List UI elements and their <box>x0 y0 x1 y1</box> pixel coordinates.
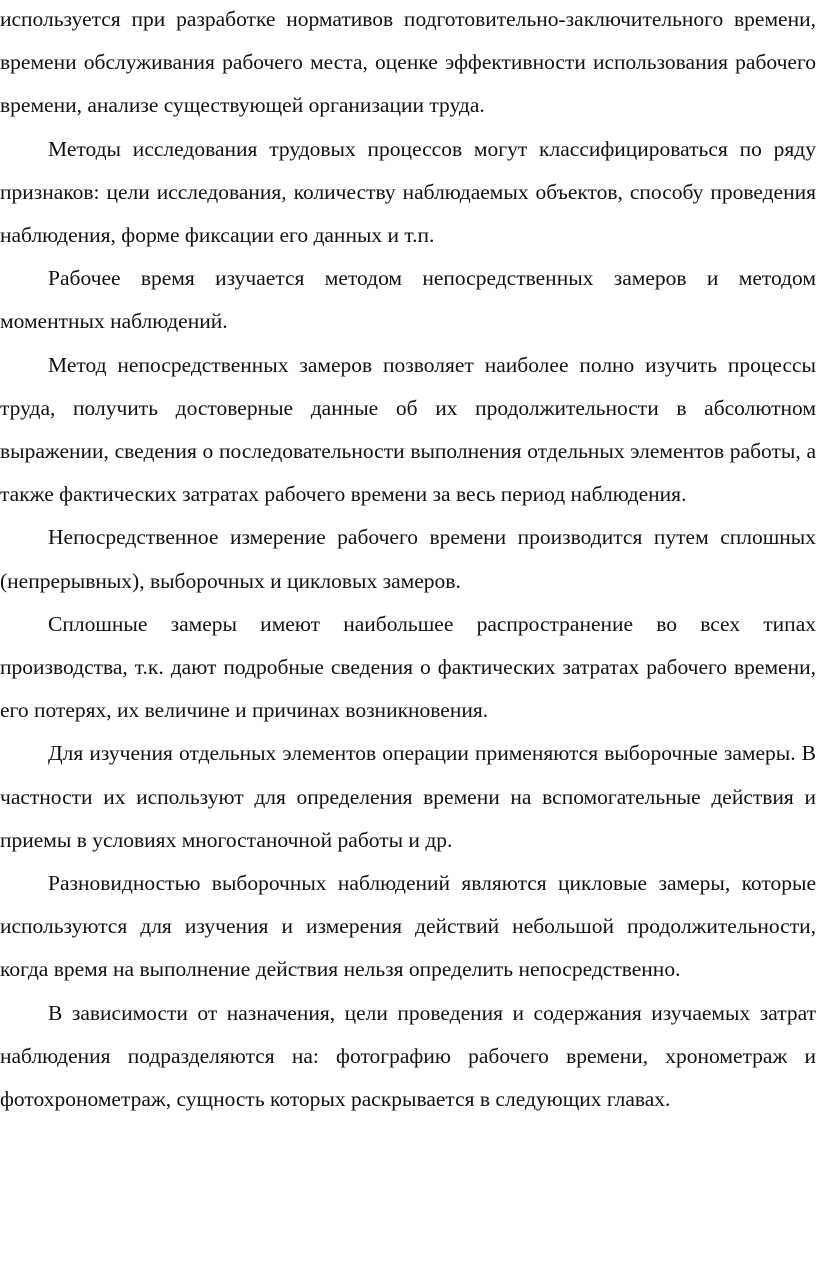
paragraph-observation-types: В зависимости от назначения, цели проведения и содержания изучаемых затрат наблюдения подразделяются на: фотографию рабочего времени, хронометраж и фотохронометраж, сущность которых раскрывается в следующих главах. <box>0 1000 816 1112</box>
paragraph-direct-measurement: Метод непосредственных замеров позволяет наиболее полно изучить процессы труда, получить достоверные данные об их продолжительности в абсолютном выражении, сведения о последовательности выполнения отдельных элементов работы, а также фактических затратах рабочего времени за весь период наблюдения. <box>0 352 816 507</box>
paragraph-working-time-methods: Рабочее время изучается методом непосредственных замеров и методом моментных наблюдений. <box>0 266 816 334</box>
paragraph-methods-classification: Методы исследования трудовых процессов могут классифицироваться по ряду признаков: цели исследования, количеству наблюдаемых объектов, способу проведения наблюдения, форме фиксации его данных и т.п. <box>0 136 816 248</box>
paragraph-continuation: используется при разработке нормативов подготовительно-заключительного времени, времени обслуживания рабочего места, оценке эффективности использования рабочего времени, анализе существующей организации труда. <box>0 7 816 118</box>
paragraph-continuous-measurement: Сплошные замеры имеют наибольшее распространение во всех типах производства, т.к. дают подробные сведения о фактических затратах рабочего времени, его потерях, их величине и причинах возникновения. <box>0 611 816 723</box>
paragraph-selective-measurement: Для изучения отдельных элементов операции применяются выборочные замеры. В частности их используют для определения времени на вспомогательные действия и приемы в условиях многостаночной работы и др. <box>0 741 816 852</box>
paragraph-cyclic-measurement: Разновидностью выборочных наблюдений являются цикловые замеры, которые используются для изучения и измерения действий небольшой продолжительности, когда время на выполнение действия нельзя определить непосредственно. <box>0 871 816 982</box>
paragraph-measurement-types: Непосредственное измерение рабочего времени производится путем сплошных (непрерывных), выборочных и цикловых замеров. <box>0 525 816 593</box>
